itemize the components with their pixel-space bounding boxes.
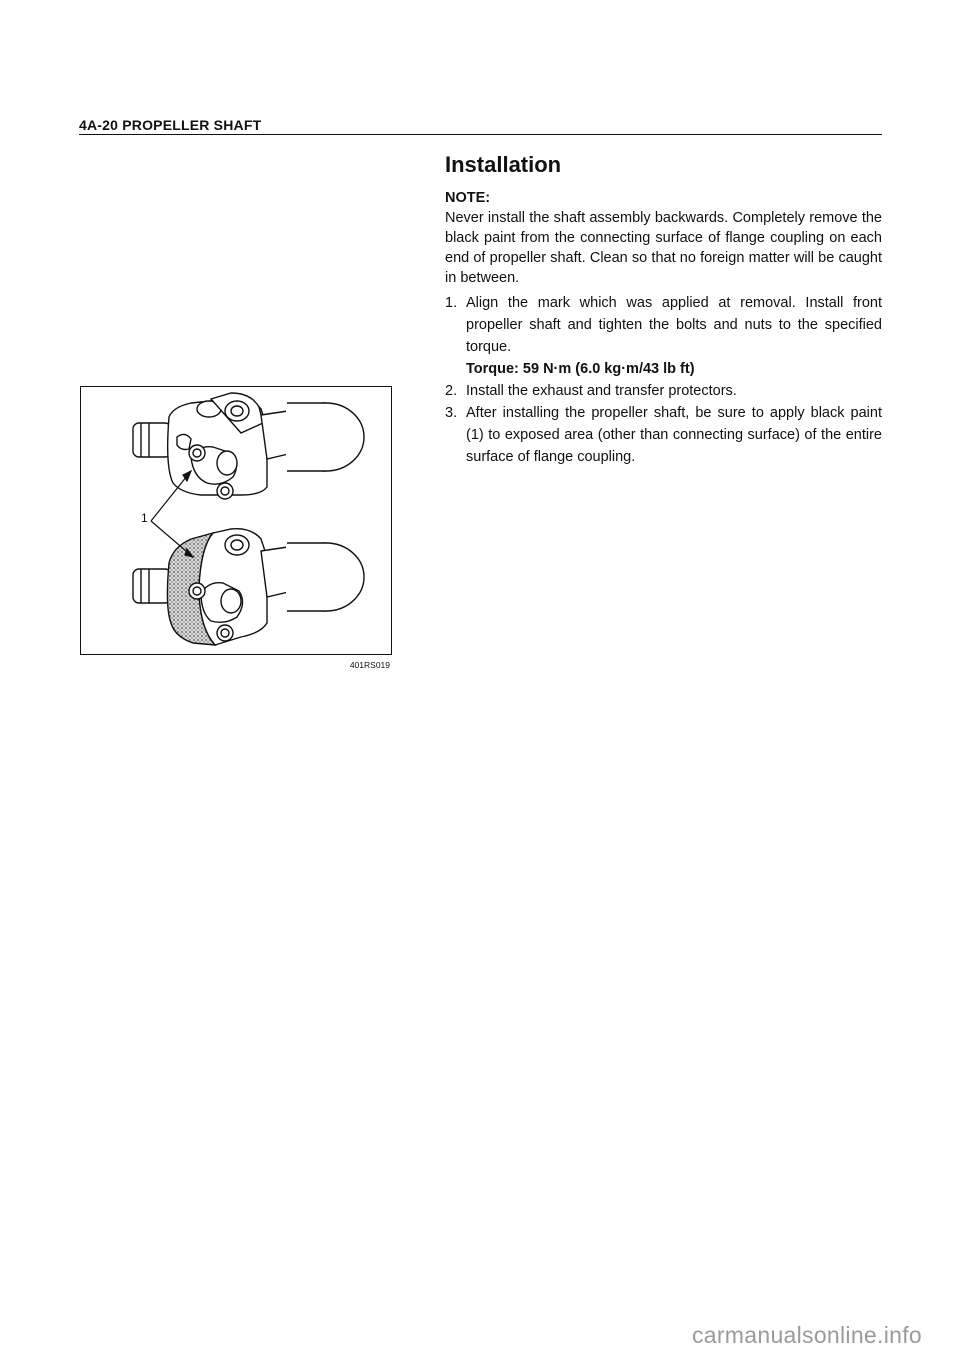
note-label: NOTE: (445, 190, 491, 206)
coupling-drawing (81, 387, 391, 654)
header-rule (79, 134, 882, 135)
flange-coupling-illustration (80, 386, 392, 655)
step-number: 3. (445, 405, 458, 421)
step-3 (445, 402, 882, 468)
top-coupling (133, 393, 364, 499)
section-title: Installation (445, 152, 562, 177)
step-text: Align the mark which was applied at removal. Install front propeller shaft and tighten the bolts and nuts to the specified torque. (466, 295, 882, 355)
note-text: Never install the shaft assembly backwards. Completely remove the black paint from the connecting surface of flange coupling on each end of propeller shaft. Clean so that no foreign matter will be caught in between. (445, 210, 882, 286)
figure-id: 401RS019 (349, 660, 390, 670)
step-number: 2. (445, 383, 458, 399)
bottom-coupling (133, 529, 364, 645)
step-text: Install the exhaust and transfer protectors. (466, 383, 737, 399)
watermark: carmanualsonline.info (691, 1322, 922, 1348)
page-header-title: 4A-20 PROPELLER SHAFT (79, 117, 262, 133)
callout-label: 1 (141, 511, 148, 525)
steps-list (445, 292, 882, 468)
torque-spec: Torque: 59 N·m (6.0 kg·m/43 lb ft) (466, 361, 695, 377)
step-text: After installing the propeller shaft, be sure to apply black paint (1) to exposed area (other than connecting surface) of the entire surface of flange coupling. (466, 405, 882, 465)
installation-section (445, 150, 882, 468)
step-1 (445, 292, 882, 380)
step-number: 1. (445, 295, 458, 311)
step-2 (445, 380, 882, 402)
